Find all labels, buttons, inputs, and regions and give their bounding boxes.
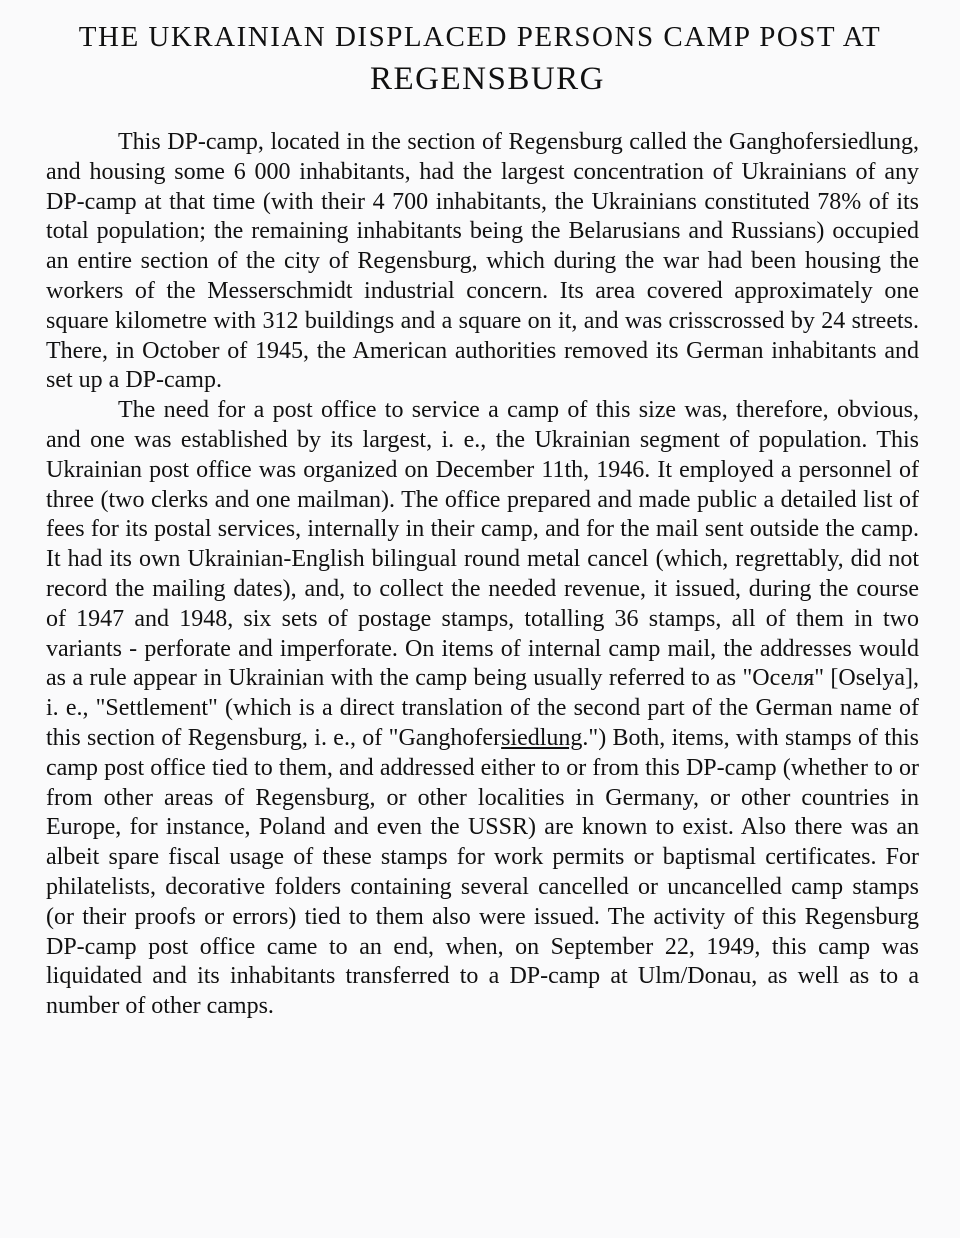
paragraph-2-text-b: .") Both, items, with stamps of this camp post office tied to them, and addressed either to or from this DP-camp (whether to or from other areas of Regensburg, or other localities in Germany, or other countries in Europe, for instance, Poland and even the USSR) are known to exist. Also there was an albeit spare fiscal usage of these stamps for work permits or baptismal certificates. For philatelists, decorative folders containing several cancelled or uncancelled camp stamps (or their proofs or errors) tied to them also were issued. The activity of this Regensburg DP-camp post office came to an end, when, on September 22, 1949, this camp was liquidated and its inhabitants transferred to a DP-camp at Ulm/Donau, as well as to a number of other camps.	[46, 724, 919, 1020]
underlined-word: siedlung	[501, 724, 583, 751]
document-title-line-1: THE UKRAINIAN DISPLACED PERSONS CAMP POST AT	[78, 21, 882, 53]
paragraph-1: This DP-camp, located in the section of Regensburg called the Ganghofersiedlung, and housing some 6 000 inhabitants, had the largest concentration of Ukrainians of any DP-camp at that time (with their 4 700 inhabitants, the Ukrainians constituted 78% of its total population; the remaining inhabitants being the Belarusians and Russians) occupied an entire section of the city of Regensburg, which during the war had been housing the workers of the Messerschmidt industrial concern. Its area covered approximately one square kilometre with 312 buildings and a square on it, and was crisscrossed by 24 streets. There, in October of 1945, the American authorities removed its German inhabitants and set up a DP-camp.	[46, 129, 919, 394]
paragraph-2	[46, 396, 919, 1022]
paragraph-2-text-a: The need for a post office to service a camp of this size was, therefore, obvious, and one was established by its largest, i. e., the Ukrainian segment of population. This Ukrainian post office was organized on December 11th, 1946. It employed a personnel of three (two clerks and one mailman). The office prepared and made public a detailed list of fees for its postal services, internally in their camp, and for the mail sent outside the camp. It had its own Ukrainian-English bilingual round metal cancel (which, regrettably, did not record the mailing dates), and, to collect the needed revenue, it issued, during the course of 1947 and 1948, six sets of postage stamps, totalling 36 stamps, all of them in two variants - perforate and imperforate. On items of internal camp mail, the addresses would as a rule appear in Ukrainian with the camp being usually referred to as "Оселя" [Oselya], i. e., "Settlement" (which is a direct translation of the second part of the German name of this section of Regensburg, i. e., of "Ganghofer	[46, 397, 919, 751]
document-title-line-2: REGENSBURG	[369, 61, 606, 97]
document-body	[46, 128, 919, 1022]
